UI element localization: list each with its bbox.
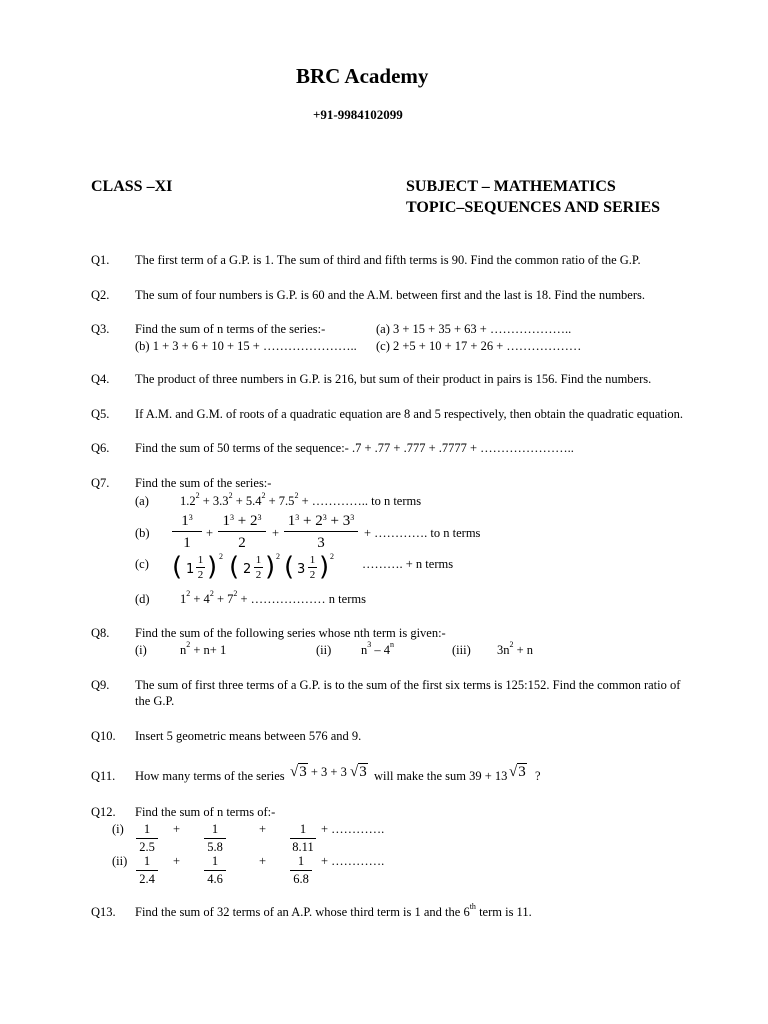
- q2-number: Q2.: [91, 288, 110, 302]
- q8-i-label: (i): [135, 643, 147, 657]
- q12-ii-tail: + ………….: [321, 854, 385, 868]
- q3-series-b: (b) 1 + 3 + 6 + 10 + 15 + …………………..: [135, 339, 357, 353]
- q4-text: The product of three numbers in G.P. is 216, but sum of their product in pairs is 156. Find the numbers.: [135, 372, 652, 386]
- q7-b-tail: + …………. to n terms: [364, 526, 481, 540]
- q8-ii-expr: $n^3 - 4^n$: [361, 640, 394, 657]
- q5-number: Q5.: [91, 407, 110, 421]
- q12-i-term2: 1 5.8: [204, 822, 226, 855]
- plus-sign: +: [259, 854, 267, 868]
- q12-i-label: (i): [112, 822, 124, 836]
- q1-text: The first term of a G.P. is 1. The sum of third and fifth terms is 90. Find the common ratio of the G.P.: [135, 253, 641, 267]
- q7-d-expr: $1^2 + 4^2 + 7^2$ + ……………… n terms: [180, 589, 366, 606]
- q9-text-line2: the G.P.: [135, 694, 175, 708]
- q3-intro: Find the sum of n terms of the series:-: [135, 322, 326, 336]
- q11-text-end: ?: [535, 769, 541, 783]
- topic-label: TOPIC–SEQUENCES AND SERIES: [406, 199, 661, 216]
- q7-d-tail: + ……………… n terms: [240, 592, 366, 606]
- q11-sqrt3: √3: [509, 764, 526, 780]
- q11-series: √3 + 3 + 3 √3: [290, 764, 367, 780]
- plus-sign: +: [173, 822, 181, 836]
- q11-text-pre: How many terms of the series: [135, 769, 285, 783]
- phone-number: +91-9984102099: [313, 107, 403, 122]
- q12-i-term3: 1 8.11: [290, 822, 316, 855]
- plus-sign: +: [206, 526, 214, 540]
- q7-b-label: (b): [135, 526, 150, 540]
- q12-ii-term1: 1 2.4: [136, 854, 158, 887]
- q7-a-label: (a): [135, 494, 149, 508]
- q7-b-term2: $1^3 + 2^3$ 2: [218, 512, 266, 552]
- q8-i-expr: $n^2 + n+ 1$: [180, 640, 227, 657]
- q7-c-tail: ………. + n terms: [362, 557, 454, 571]
- q12-i-term1: 1 2.5: [136, 822, 158, 855]
- q12-number: Q12.: [91, 805, 116, 819]
- q11-number: Q11.: [91, 769, 116, 783]
- q7-b-term1: $1^3$ 1: [172, 512, 202, 552]
- class-label: CLASS –XI: [91, 178, 173, 195]
- q10-text: Insert 5 geometric means between 576 and 9.: [135, 729, 362, 743]
- q9-text-line1: The sum of first three terms of a G.P. is to the sum of the first six terms is 125:152. Find the common ratio of: [135, 678, 681, 692]
- q7-b-term3: $1^3 + 2^3 + 3^3$ 3: [284, 512, 358, 552]
- plus-sign: +: [272, 526, 280, 540]
- q6-text: Find the sum of 50 terms of the sequence:- .7 + .77 + .777 + .7777 + …………………..: [135, 441, 574, 455]
- q7-number: Q7.: [91, 476, 110, 490]
- q7-c-label: (c): [135, 557, 149, 571]
- q8-number: Q8.: [91, 626, 110, 640]
- q8-intro: Find the sum of the following series whose nth term is given:-: [135, 626, 446, 640]
- q3-number: Q3.: [91, 322, 110, 336]
- q7-intro: Find the sum of the series:-: [135, 476, 272, 490]
- q5-text: If A.M. and G.M. of roots of a quadratic equation are 8 and 5 respectively, then obtain the quadratic equation.: [135, 407, 683, 421]
- q12-i-tail: + ………….: [321, 822, 385, 836]
- q8-ii-label: (ii): [316, 643, 332, 657]
- q7-d-label: (d): [135, 592, 150, 606]
- q10-number: Q10.: [91, 729, 116, 743]
- plus-sign: +: [259, 822, 267, 836]
- q6-number: Q6.: [91, 441, 110, 455]
- q13-number: Q13.: [91, 905, 116, 919]
- q3-series-a: (a) 3 + 15 + 35 + 63 + ………………..: [376, 322, 572, 336]
- academy-title: BRC Academy: [296, 64, 429, 88]
- q12-ii-label: (ii): [112, 854, 128, 868]
- q8-iii-expr: $3n^2 + n$: [497, 640, 534, 657]
- q3-series-c: (c) 2 +5 + 10 + 17 + 26 + ………………: [376, 339, 582, 353]
- q4-number: Q4.: [91, 372, 110, 386]
- q2-text: The sum of four numbers is G.P. is 60 and the A.M. between first and the last is 18. Find the numbers.: [135, 288, 646, 302]
- q7-a-expr: $1.2^2 + 3.3^2 + 5.4^2 + 7.5^2$ + ………….. to n terms: [180, 491, 422, 508]
- q9-number: Q9.: [91, 678, 110, 692]
- q8-iii-label: (iii): [452, 643, 471, 657]
- q12-ii-term3: 1 6.8: [290, 854, 312, 887]
- q12-ii-term2: 1 4.6: [204, 854, 226, 887]
- q7-a-tail: + ………….. to n terms: [301, 494, 422, 508]
- q1-number: Q1.: [91, 253, 110, 267]
- q12-intro: Find the sum of n terms of:-: [135, 805, 276, 819]
- plus-sign: +: [173, 854, 181, 868]
- q11-text-mid: will make the sum 39 + 13: [374, 769, 508, 783]
- q13-text: Find the sum of 32 terms of an A.P. whose third term is 1 and the 6th term is 11.: [135, 902, 532, 919]
- subject-label: SUBJECT – MATHEMATICS: [406, 178, 616, 195]
